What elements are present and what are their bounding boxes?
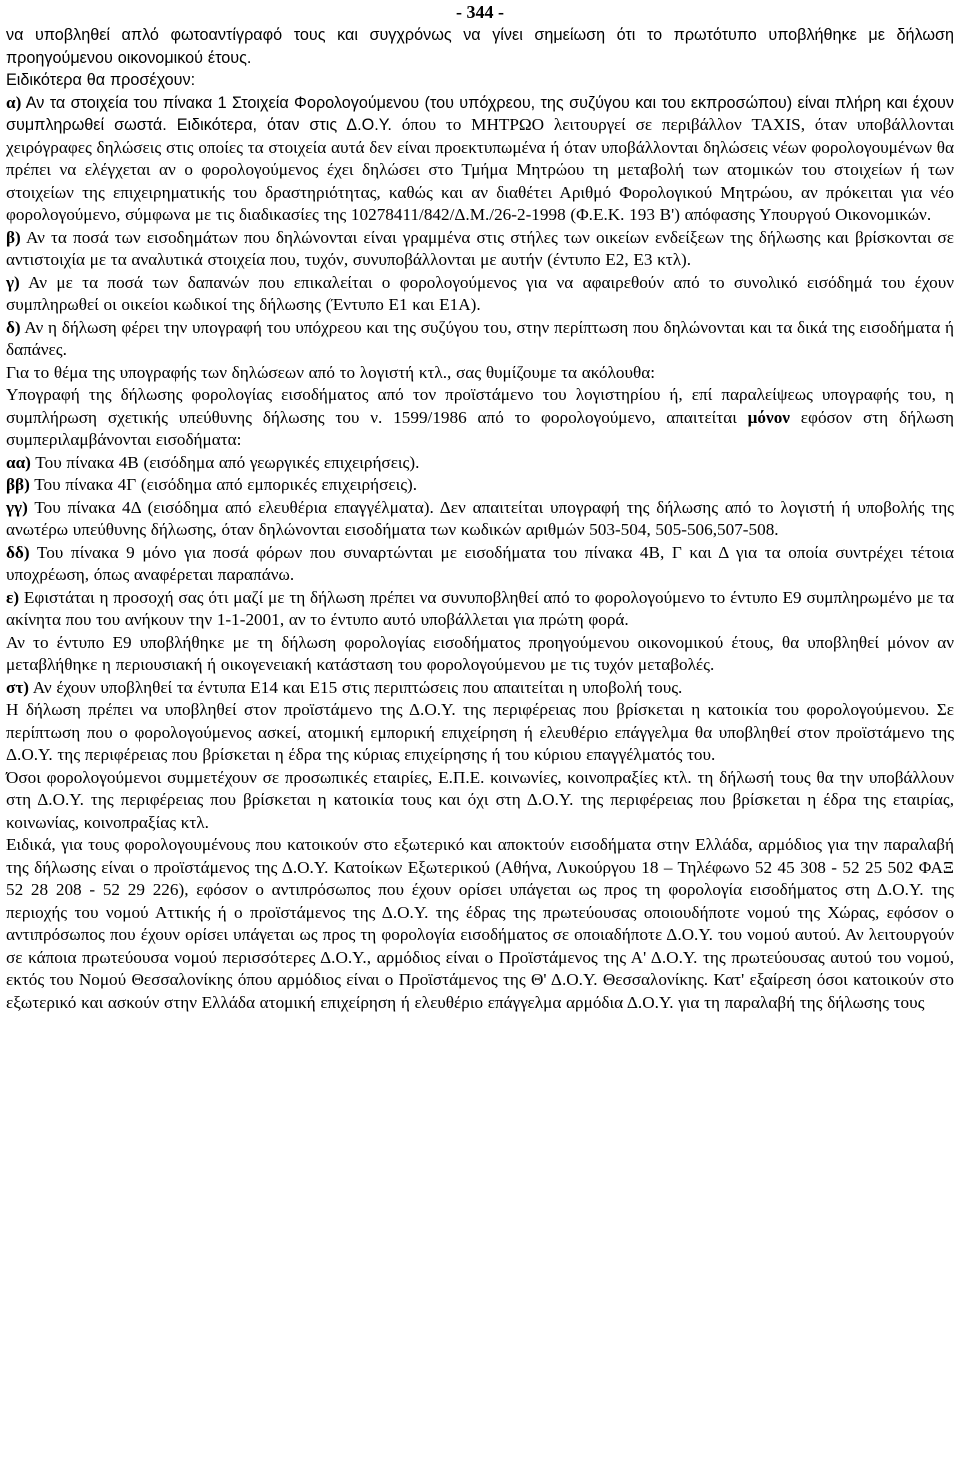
item-e-label: ε) <box>6 587 20 607</box>
item-dd-text: Του πίνακα 9 μόνο για ποσά φόρων που συναρτώνται με εισοδήματα του πίνακα 4Β, Γ και Δ για τα οποία συντρέχει τέτοια υποχρέωση, όπως αναφέρεται παραπάνω. <box>6 542 954 584</box>
intro-heading: Ειδικότερα θα προσέχουν: <box>6 71 196 89</box>
intro-paragraph: να υποβληθεί απλό φωτοαντίγραφό τους και συγχρόνως να γίνει σημείωση ότι το πρωτότυπο υποβλήθηκε με δήλωση προηγούμενου οικονομικού έτους. <box>6 26 954 67</box>
e9-paragraph: Αν το έντυπο Ε9 υποβλήθηκε με τη δήλωση φορολογίας εισοδήματος προηγούμενου οικονομικού έτους, θα υποβληθεί μόνον αν μεταβλήθηκε η περιουσιακή ή οικογενειακή κατάσταση του φορολογούμενου με τις τυχόν μεταβολές. <box>6 632 954 674</box>
item-d-text: Αν η δήλωση φέρει την υπογραφή του υπόχρεου και της συζύγου του, στην περίπτωση που δηλώνονται και τα δικά της εισοδήματα ή δαπάνες. <box>6 317 954 359</box>
signature-intro: Για το θέμα της υπογραφής των δηλώσεων από το λογιστή κτλ., σας θυμίζουμε τα ακόλουθα: <box>6 362 656 382</box>
signature-text-after: εφόσον στη δήλωση συμπεριλαμβάνονται εισοδήματα: <box>6 407 954 449</box>
item-dd <box>6 542 954 587</box>
item-aa-label: αα) <box>6 452 31 472</box>
item-d-label: δ) <box>6 317 21 337</box>
item-gg-label: γγ) <box>6 497 28 517</box>
page-number: - 344 - <box>456 2 504 22</box>
intro-block <box>6 24 954 92</box>
item-gg-text: Του πίνακα 4Δ (εισόδημα από ελευθέρια επαγγέλματα). Δεν απαιτείται υπογραφή της δήλωσης από το λογιστή ή υποβολής της ανωτέρω υπεύθυνης δήλωσης, όταν δηλώνονται εισοδήματα των κωδικών αριθμών 503-504, 505-506,507-508. <box>6 497 954 539</box>
item-st-label: στ) <box>6 677 29 697</box>
item-c-label: γ) <box>6 272 20 292</box>
item-a-text-part1: Αν τα στοιχεία του πίνακα 1 Στοιχεία Φορολογούμενου (του υπόχρεου, της συζύγου και του εκπροσώπου) είναι πλήρη και έχουν συμπληρωθεί σωστά. Ειδικότερα, όταν στις Δ.Ο.Υ. <box>6 93 954 134</box>
body-text <box>6 92 954 1015</box>
item-b <box>6 227 954 272</box>
item-b-label: β) <box>6 227 21 247</box>
item-a-text-part2: όπου το ΜΗΤΡΩΟ λειτουργεί σε περιβάλλον TAXIS, όταν υποβάλλονται χειρόγραφες δηλώσεις στις οποίες τα στοιχεία αυτά δεν είναι προεκτυπωμένα ή όταν υποβάλλονται δηλώσεις νέων φορολογουμένων θα πρέπει να ελέγχεται αν ο φορολογούμενος έχει δηλώσει στο Τμήμα Μητρώου τη μεταβολή των ατομικών του στοιχείων ή των στοιχείων της επιχειρηματικής του δραστηριότητας, καθώς και αν διαθέτει Αριθμό Φορολογικού Μητρώου, αν πρόκειται για νέο φορολογούμενο, σύμφωνα με τις διαδικασίες της 10278411/842/Δ.Μ./26-2-1998 (Φ.Ε.Κ. 193 Β') απόφασης Υπουργού Οικονομικών. <box>6 115 954 224</box>
item-st-text: Αν έχουν υποβληθεί τα έντυπα Ε14 και Ε15 στις περιπτώσεις που απαιτείται η υποβολή τους. <box>29 677 683 697</box>
item-bb-label: ββ) <box>6 475 30 494</box>
item-bb <box>6 474 954 497</box>
item-e-text: Εφιστάται η προσοχή σας ότι μαζί με τη δήλωση πρέπει να συνυποβληθεί από το φορολογούμενο το έντυπο Ε9 συμπληρωμένο με τα ακίνητα που του ανήκουν την 1-1-2001, αν το έντυπο αυτό υποβάλλεται για πρώτη φορά. <box>6 587 954 629</box>
item-dd-label: δδ) <box>6 542 30 562</box>
item-st <box>6 677 954 700</box>
item-c-text: Αν με τα ποσά των δαπανών που επικαλείται ο φορολογούμενος για να αφαιρεθούν από το συνολικό εισόδημά του έχουν συμπληρωθεί οι οικείοι κωδικοί της δήλωσης (Έντυπο Ε1 και Ε1Α). <box>6 272 954 314</box>
submission-paragraph: Η δήλωση πρέπει να υποβληθεί στον προϊστάμενο της Δ.Ο.Υ. της περιφέρειας που βρίσκεται η κατοικία του φορολογούμενου. Σε περίπτωση που ο φορολογούμενος ασκεί, ατομική εμπορική επιχείρηση ή ελευθέριο επάγγελμα θα υποβληθεί στον προϊστάμενο της Δ.Ο.Υ. της περιφέρειας που βρίσκεται η έδρα της κύριας επιχείρησης ή του κύριου επαγγέλματός του. <box>6 700 954 764</box>
partners-paragraph: Όσοι φορολογούμενοι συμμετέχουν σε προσωπικές εταιρίες, Ε.Π.Ε. κοινωνίες, κοινοπραξίες κτλ. τη δήλωσή τους θα την υποβάλλουν στη Δ.Ο.Υ. της περιφέρειας που βρίσκεται η κατοικία τους και όχι στη Δ.Ο.Υ. της περιφέρειας που βρίσκεται η έδρα της εταιρίας, κοινωνίας, κοινοπραξίας κτλ. <box>6 767 954 832</box>
item-e <box>6 587 954 632</box>
signature-text-bold: μόνον <box>747 407 790 427</box>
abroad-paragraph: Ειδικά, για τους φορολογουμένους που κατοικούν στο εξωτερικό και αποκτούν εισοδήματα στην Ελλάδα, αρμόδιος για την παραλαβή της δήλωσης είναι ο προϊστάμενος της Δ.Ο.Υ. Κατοίκων Εξωτερικού (Αθήνα, Λυκούργου 18 – Τηλέφωνο 52 45 308 - 52 25 502 ΦΑΞ 52 28 208 - 52 29 226), εφόσον ο αντιπρόσωπος που έχουν ορίσει υπάγεται ως προς τη φορολογία εισοδήματος στη Δ.Ο.Υ. της περιοχής του νομού Αττικής ή ο προϊστάμενος της Δ.Ο.Υ. της έδρας της πρωτεύουσας οποιουδήποτε νομού της Χώρας, εφόσον ο αντιπρόσωπος που έχουν ορίσει υπάγεται ως προς τη φορολογία εισοδήματος σε οποιαδήποτε Δ.Ο.Υ. του νομού αυτού. Αν λειτουργούν σε κάποια πρωτεύουσα νομού περισσότερες Δ.Ο.Υ., αρμόδιος είναι ο Προϊστάμενος της Α' Δ.Ο.Υ. της πρωτεύουσας αυτού του νομού, εκτός του Νομού Θεσσαλονίκης όπου αρμόδιος είναι ο Προϊστάμενος της Θ' Δ.Ο.Υ. Θεσσαλονίκης. Κατ' εξαίρεση όσοι κατοικούν στο εξωτερικό και ασκούν στην Ελλάδα ατομική επιχείρηση ή ελευθέριο επάγγελμα αρμόδια Δ.Ο.Υ. για τη παραλαβή της δήλωσης τους <box>6 835 954 1012</box>
item-d <box>6 317 954 362</box>
item-c <box>6 272 954 317</box>
item-a <box>6 92 954 227</box>
item-aa <box>6 452 954 475</box>
item-b-text: Αν τα ποσά των εισοδημάτων που δηλώνονται είναι γραμμένα στις στήλες των οικείων ενδείξεων της δήλωσης και βρίσκονται σε αντιστοιχία με τα αναλυτικά στοιχεία που, τυχόν, συνυποβάλλονται με αυτήν (έντυπο Ε2, Ε3 κτλ). <box>6 227 954 269</box>
item-gg <box>6 497 954 542</box>
signature-text-before: Υπογραφή της δήλωσης φορολογίας εισοδήματος από τον προϊστάμενο του λογιστηρίου ή, επί παραλείψεως υπογραφής του, η συμπλήρωση σχετικής υπεύθυνης δήλωσης του ν. 1599/1986 από το φορολογούμενο, απαιτείται <box>6 385 954 427</box>
signature-paragraph <box>6 384 954 452</box>
item-bb-text: Του πίνακα 4Γ (εισόδημα από εμπορικές επιχειρήσεις). <box>29 475 418 494</box>
item-a-label: α) <box>6 92 22 112</box>
item-aa-text: Του πίνακα 4Β (εισόδημα από γεωργικές επιχειρήσεις). <box>30 452 420 472</box>
